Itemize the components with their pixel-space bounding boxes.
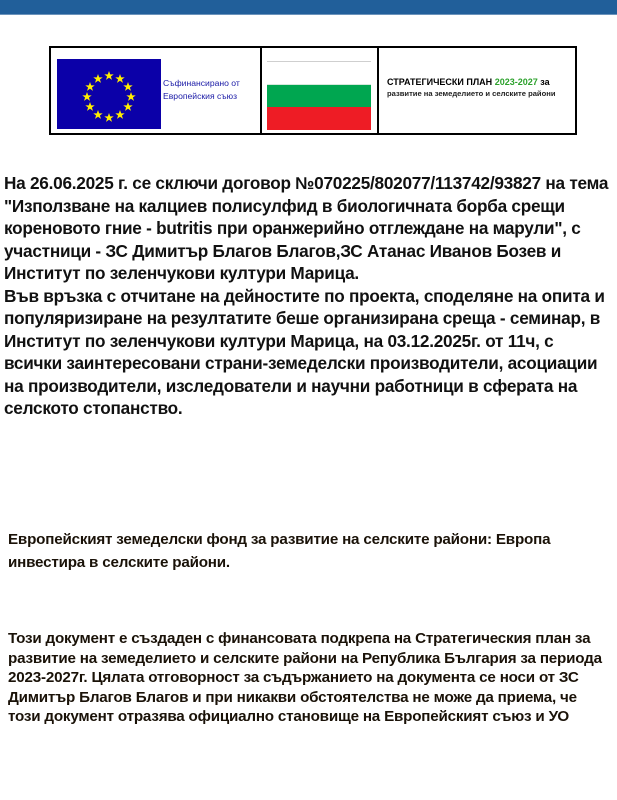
article-body	[4, 172, 614, 420]
disclaimer-text: Този документ е създаден с финансовата подкрепа на Стратегическия план за развитие на земеделието и селските райони на Република България за периода 2023-2027г. Цялата отговорност за съдържанието на документа се носи от ЗС Димитър Благов Благов и при никакви обстоятелства не може да приема, че този документ отразява официално становище на Европейският съюз и УО	[8, 630, 602, 726]
flag-top-line	[267, 61, 371, 62]
eu-caption-line2: Европейския съюз	[163, 91, 238, 101]
funding-logos-banner	[49, 46, 577, 135]
header-bar	[0, 0, 617, 15]
eu-caption-line1: Съфинансирано от	[163, 78, 240, 88]
plan-title-prefix: СТРАТЕГИЧЕСКИ ПЛАН	[387, 77, 495, 87]
bulgarian-flag-icon	[267, 84, 371, 130]
bulgaria-logo-cell	[262, 48, 379, 133]
strategic-plan-title	[387, 76, 556, 88]
strategic-plan-cell	[379, 48, 575, 133]
plan-title-years: 2023-2027	[494, 77, 538, 87]
plan-title-suffix: за	[537, 77, 550, 87]
eu-flag-icon	[57, 59, 161, 129]
strategic-plan-logo	[387, 76, 556, 100]
eafrd-statement: Европейският земеделски фонд за развитие на селските райони: Европа инвестира в селските райони.	[8, 531, 551, 571]
strategic-plan-subtitle: развитие на земеделието и селските райони	[387, 89, 556, 98]
eu-cofunded-caption	[163, 77, 240, 103]
eu-logo-cell	[51, 48, 262, 133]
article-paragraph-contract: На 26.06.2025 г. се сключи договор №070225/802077/113742/93827 на тема "Използване на калциев полисулфид в биологичната борба срещи кореновото гние - butritis при оранжерийно отглеждане на марули", с участници - ЗС Димитър Благов Благов,ЗС Атанас Иванов Бозев и Институт по зеленчукови култури Марица.	[4, 173, 609, 283]
article-paragraph-seminar: Във връзка с отчитане на дейностите по проекта, споделяне на опита и популяризиране на резултатите беше организирана среща - семинар, в Институт по зеленчукови култури Марица, на 03.12.2025г. от 11ч, с всички заинтересовани страни-земеделски производители, асоциации на производители, изследователи и научни работници в сферата на селското стопанство.	[4, 285, 605, 418]
